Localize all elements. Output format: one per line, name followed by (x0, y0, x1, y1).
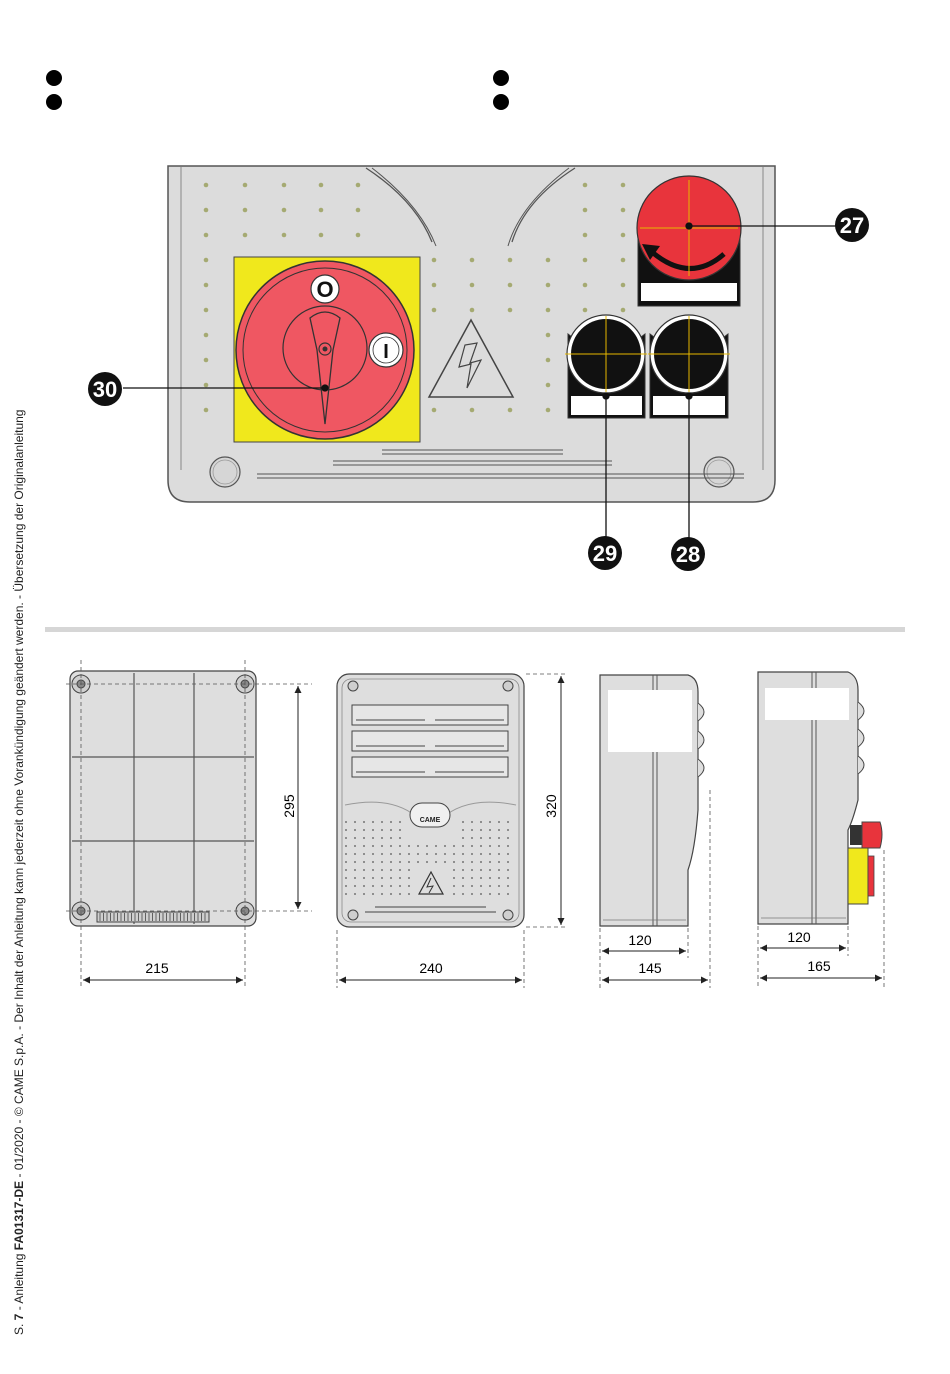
front-vent-dot (426, 853, 428, 855)
front-vent-dot (408, 869, 410, 871)
front-vent-dot (444, 861, 446, 863)
front-vent-dot (363, 837, 365, 839)
front-vent-dot (345, 853, 347, 855)
front-vent-dot (399, 829, 401, 831)
front-vent-dot (489, 845, 491, 847)
main-switch[interactable] (234, 257, 420, 442)
vent-dot (583, 183, 588, 188)
front-vent-dot (453, 885, 455, 887)
front-vent-dot (345, 845, 347, 847)
front-vent-dot (462, 893, 464, 895)
vent-dot (583, 308, 588, 313)
front-vent-dot (426, 861, 428, 863)
vent-dot (583, 258, 588, 263)
front-vent-dot (462, 837, 464, 839)
front-vent-dot (363, 829, 365, 831)
front-vent-dot (381, 885, 383, 887)
front-vent-dot (480, 877, 482, 879)
front-vent-dot (498, 829, 500, 831)
vent-dot (432, 283, 437, 288)
front-vent-dot (498, 869, 500, 871)
front-vent-dot (462, 877, 464, 879)
dim-front-height: 320 (543, 794, 559, 818)
front-vent-dot (462, 829, 464, 831)
front-vent-dot (489, 829, 491, 831)
dim-side1-inner: 120 (628, 932, 652, 948)
vent-dot (356, 208, 361, 213)
front-vent-dot (399, 869, 401, 871)
vent-dot (432, 258, 437, 263)
front-vent-dot (408, 893, 410, 895)
vent-dot (204, 233, 209, 238)
callout-29 (588, 536, 622, 570)
dimension-drawings (0, 640, 950, 1060)
vent-dot (546, 283, 551, 288)
front-vent-dot (390, 821, 392, 823)
front-vent-dot (480, 853, 482, 855)
front-vent-dot (390, 885, 392, 887)
front-vent-dot (435, 845, 437, 847)
front-vent-dot (507, 861, 509, 863)
vent-dot (621, 283, 626, 288)
vent-dot (204, 308, 209, 313)
vent-dot (432, 408, 437, 413)
vent-dot (470, 308, 475, 313)
front-vent-dot (480, 821, 482, 823)
vent-dot (470, 258, 475, 263)
vent-dot (508, 408, 513, 413)
front-vent-dot (372, 893, 374, 895)
vent-dot (319, 233, 324, 238)
front-vent-dot (345, 885, 347, 887)
front-vent-dot (489, 853, 491, 855)
vent-dot (470, 408, 475, 413)
front-vent-dot (462, 869, 464, 871)
dim-side1-outer: 145 (638, 960, 662, 976)
front-vent-dot (471, 829, 473, 831)
front-vent-dot (498, 877, 500, 879)
front-vent-dot (507, 853, 509, 855)
front-vent-dot (453, 877, 455, 879)
front-vent-dot (480, 893, 482, 895)
front-vent-dot (390, 829, 392, 831)
front-vent-dot (372, 829, 374, 831)
svg-text:28: 28 (675, 542, 701, 567)
vent-dot (508, 258, 513, 263)
front-vent-dot (399, 821, 401, 823)
front-vent-dot (489, 821, 491, 823)
front-vent-dot (453, 845, 455, 847)
dim-front-width: 240 (419, 960, 443, 976)
front-vent-dot (471, 869, 473, 871)
front-vent-dot (453, 893, 455, 895)
vent-dot (204, 358, 209, 363)
front-logo: CAME (419, 817, 441, 824)
front-vent-dot (507, 845, 509, 847)
front-vent-dot (417, 845, 419, 847)
front-vent-dot (345, 869, 347, 871)
front-vent-dot (363, 877, 365, 879)
front-vent-dot (498, 821, 500, 823)
section-divider (45, 627, 905, 632)
front-vent-dot (471, 877, 473, 879)
dim-side2-inner: 120 (787, 929, 811, 945)
back-view (66, 660, 312, 988)
front-vent-dot (354, 837, 356, 839)
front-view (337, 674, 568, 988)
front-vent-dot (507, 821, 509, 823)
front-vent-dot (399, 853, 401, 855)
front-vent-dot (372, 869, 374, 871)
front-vent-dot (498, 845, 500, 847)
front-vent-dot (372, 821, 374, 823)
front-vent-dot (462, 861, 464, 863)
vent-dot (508, 283, 513, 288)
front-vent-dot (372, 845, 374, 847)
vent-dot (282, 183, 287, 188)
front-vent-dot (354, 861, 356, 863)
vent-dot (204, 333, 209, 338)
footer-doc-code: FA01317-DE (12, 1180, 26, 1251)
front-vent-dot (354, 853, 356, 855)
front-vent-dot (390, 869, 392, 871)
callout-30 (88, 372, 122, 406)
vent-dot (319, 183, 324, 188)
front-vent-dot (408, 853, 410, 855)
footer-prefix: S. (12, 1323, 26, 1335)
front-vent-dot (363, 893, 365, 895)
front-vent-dot (462, 853, 464, 855)
front-vent-dot (426, 845, 428, 847)
vent-dot (204, 183, 209, 188)
front-vent-dot (408, 885, 410, 887)
front-vent-dot (399, 861, 401, 863)
front-vent-dot (354, 845, 356, 847)
svg-text:29: 29 (592, 541, 618, 566)
front-vent-dot (471, 853, 473, 855)
front-vent-dot (471, 821, 473, 823)
front-vent-dot (507, 829, 509, 831)
front-vent-dot (462, 821, 464, 823)
front-vent-dot (471, 845, 473, 847)
switch-off-label: O (316, 277, 334, 302)
front-vent-dot (390, 877, 392, 879)
vent-dot (546, 358, 551, 363)
vent-dot (204, 208, 209, 213)
callout-27 (835, 208, 869, 242)
front-vent-dot (453, 861, 455, 863)
front-vent-dot (354, 821, 356, 823)
front-vent-dot (381, 877, 383, 879)
front-vent-dot (480, 845, 482, 847)
front-vent-dot (390, 837, 392, 839)
front-vent-dot (399, 885, 401, 887)
front-vent-dot (372, 877, 374, 879)
front-vent-dot (498, 837, 500, 839)
front-vent-dot (345, 861, 347, 863)
front-vent-dot (381, 821, 383, 823)
front-vent-dot (453, 853, 455, 855)
control-panel-diagram (0, 0, 950, 600)
vent-dot (621, 308, 626, 313)
front-vent-dot (381, 845, 383, 847)
front-vent-dot (480, 837, 482, 839)
svg-text:30: 30 (92, 377, 118, 402)
front-vent-dot (363, 869, 365, 871)
vent-dot (621, 183, 626, 188)
front-vent-dot (354, 893, 356, 895)
vent-dot (356, 233, 361, 238)
front-vent-dot (489, 893, 491, 895)
front-vent-dot (498, 861, 500, 863)
front-vent-dot (417, 861, 419, 863)
front-vent-dot (399, 877, 401, 879)
vent-dot (583, 283, 588, 288)
front-vent-dot (381, 829, 383, 831)
front-vent-dot (471, 861, 473, 863)
front-vent-dot (498, 893, 500, 895)
front-vent-dot (507, 885, 509, 887)
front-vent-dot (363, 821, 365, 823)
vent-dot (546, 308, 551, 313)
front-vent-dot (444, 853, 446, 855)
front-vent-dot (390, 861, 392, 863)
vent-dot (204, 258, 209, 263)
dim-back-width: 215 (145, 960, 169, 976)
front-vent-dot (507, 869, 509, 871)
vent-dot (621, 233, 626, 238)
front-vent-dot (345, 893, 347, 895)
front-vent-dot (345, 821, 347, 823)
front-vent-dot (417, 853, 419, 855)
front-vent-dot (498, 885, 500, 887)
vent-dot (204, 283, 209, 288)
front-vent-dot (471, 837, 473, 839)
front-vent-dot (390, 845, 392, 847)
vent-dot (282, 208, 287, 213)
vent-dot (243, 183, 248, 188)
front-vent-dot (408, 861, 410, 863)
front-vent-dot (507, 877, 509, 879)
front-vent-dot (390, 853, 392, 855)
front-vent-dot (408, 877, 410, 879)
svg-text:27: 27 (839, 213, 865, 238)
front-vent-dot (354, 885, 356, 887)
front-vent-dot (507, 837, 509, 839)
vent-dot (621, 258, 626, 263)
front-vent-dot (480, 829, 482, 831)
front-vent-dot (480, 885, 482, 887)
front-vent-dot (381, 869, 383, 871)
vent-dot (282, 233, 287, 238)
footer-rest: - 01/2020 - © CAME S.p.A. - Der Inhalt der Anleitung kann jederzeit ohne Vorankündigung geändert werden. - Übersetzung der Originalanleitung (12, 409, 26, 1178)
front-vent-dot (354, 877, 356, 879)
dim-back-height: 295 (281, 794, 297, 818)
front-vent-dot (399, 845, 401, 847)
front-vent-dot (372, 853, 374, 855)
vent-dot (546, 383, 551, 388)
front-vent-dot (462, 845, 464, 847)
switch-on-label: I (383, 341, 389, 363)
front-vent-dot (471, 885, 473, 887)
front-vent-dot (345, 877, 347, 879)
front-vent-dot (381, 861, 383, 863)
front-vent-dot (363, 853, 365, 855)
vent-dot (243, 233, 248, 238)
front-vent-dot (354, 869, 356, 871)
front-vent-dot (489, 837, 491, 839)
front-vent-dot (381, 837, 383, 839)
front-vent-dot (435, 861, 437, 863)
vent-dot (583, 208, 588, 213)
front-vent-dot (372, 885, 374, 887)
front-vent-dot (363, 845, 365, 847)
front-vent-dot (372, 861, 374, 863)
vent-dot (243, 208, 248, 213)
side-view-2 (758, 672, 884, 988)
vent-dot (508, 308, 513, 313)
footer-page-number: 7 (12, 1313, 26, 1321)
front-vent-dot (363, 861, 365, 863)
footer-manual-label: - Anleitung (12, 1253, 26, 1311)
front-vent-dot (435, 853, 437, 855)
vent-dot (546, 408, 551, 413)
front-vent-dot (453, 869, 455, 871)
callout-28 (671, 537, 705, 571)
front-vent-dot (345, 829, 347, 831)
front-vent-dot (489, 877, 491, 879)
front-vent-dot (381, 893, 383, 895)
front-vent-dot (507, 893, 509, 895)
vent-dot (356, 183, 361, 188)
vent-dot (470, 283, 475, 288)
front-vent-dot (444, 845, 446, 847)
front-vent-dot (462, 885, 464, 887)
front-vent-dot (489, 869, 491, 871)
front-vent-dot (471, 893, 473, 895)
front-vent-dot (372, 837, 374, 839)
front-vent-dot (480, 861, 482, 863)
front-vent-dot (345, 837, 347, 839)
front-vent-dot (489, 885, 491, 887)
vent-dot (432, 308, 437, 313)
front-vent-dot (354, 829, 356, 831)
vent-dot (583, 233, 588, 238)
dim-side2-outer: 165 (807, 958, 831, 974)
front-vent-dot (399, 837, 401, 839)
front-vent-dot (480, 869, 482, 871)
front-vent-dot (498, 853, 500, 855)
front-vent-dot (381, 853, 383, 855)
vent-dot (621, 208, 626, 213)
vent-dot (546, 333, 551, 338)
front-vent-dot (390, 893, 392, 895)
side-view-1 (600, 675, 710, 988)
vent-dot (204, 383, 209, 388)
front-vent-dot (399, 893, 401, 895)
front-vent-dot (363, 885, 365, 887)
vent-dot (546, 258, 551, 263)
front-vent-dot (489, 861, 491, 863)
vent-dot (204, 408, 209, 413)
vent-dot (319, 208, 324, 213)
front-vent-dot (408, 845, 410, 847)
